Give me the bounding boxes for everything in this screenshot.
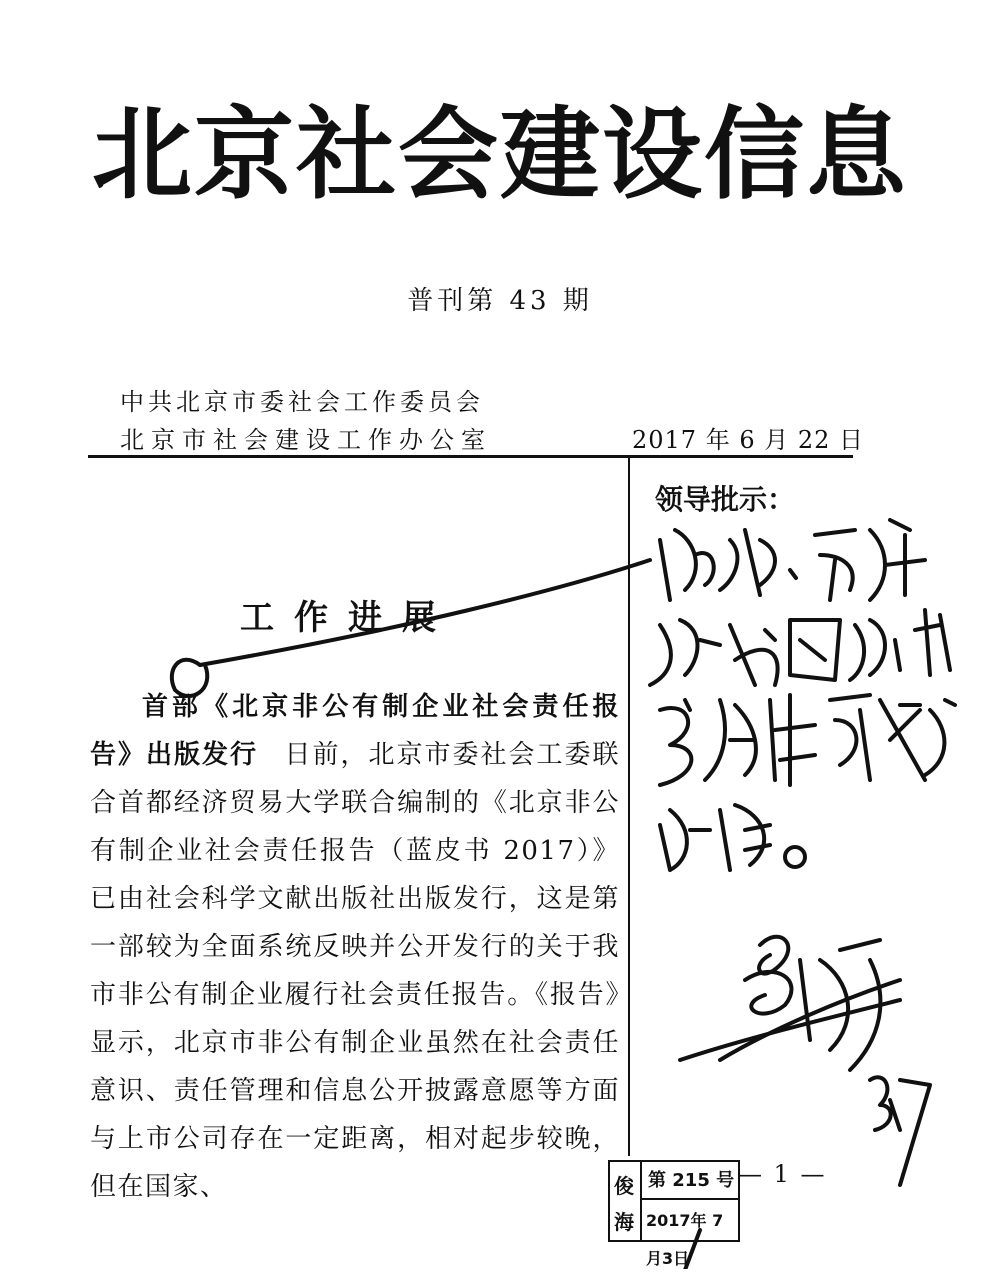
stamp-number: 第 215 号 <box>642 1162 738 1200</box>
stamp-name-char-2: 海 <box>614 1210 634 1234</box>
page-number: — 1 — <box>738 1160 827 1188</box>
issue-number: 普刊第 43 期 <box>407 286 593 316</box>
article-headline: 首部《北京非公有制企业社会责任报告》出版发行 <box>90 692 620 770</box>
header-divider <box>88 455 853 458</box>
section-title: 工作进展 <box>240 598 456 638</box>
stamp-name-char-1: 俊 <box>614 1174 634 1198</box>
handwritten-note <box>650 520 955 870</box>
issue-date: 2017 年 6 月 22 日 <box>632 426 865 454</box>
registration-stamp <box>608 1160 740 1268</box>
issuer-line-1: 中共北京市委社会工作委员会 <box>120 388 484 416</box>
masthead-title: 北京社会建设信息 <box>92 96 908 213</box>
annotation-column-divider <box>628 456 630 1156</box>
article-body <box>90 683 620 1211</box>
stamp-date: 2017年 7月3日 <box>646 1211 724 1268</box>
stamp-name-cell <box>610 1162 642 1240</box>
leader-comment-label: 领导批示： <box>655 483 796 516</box>
issuer-line-2: 北京市社会建设工作办公室 <box>120 426 492 454</box>
handwritten-signature <box>680 937 930 1185</box>
article-text: 日前，北京市委社会工委联合首都经济贸易大学联合编制的《北京非公有制企业社会责任报告（蓝皮书 2017）》已由社会科学文献出版社出版发行，这是第一部较为全面系统反映并公开发行的关于我市非公有制企业履行社会责任报告。《报告》显示，北京市非公有制企业虽然在社会责任意识、责任管理和信息公开披露意愿等方面与上市公司存在一定距离，相对起步较晚，但在国家、 <box>90 740 620 1202</box>
